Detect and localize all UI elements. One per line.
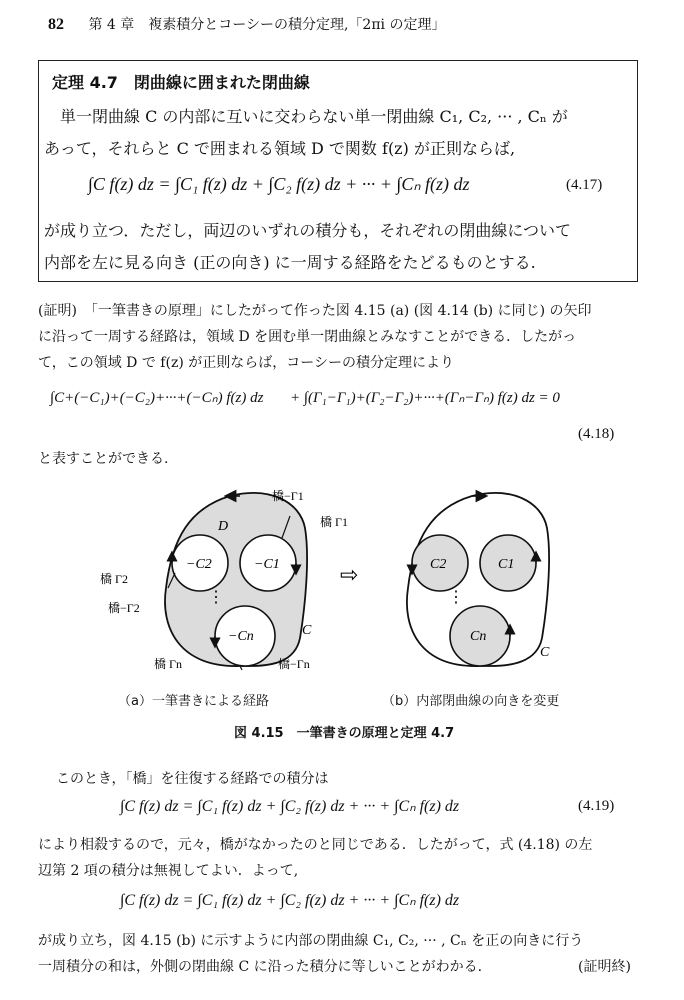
- dots-b: ⋮: [448, 589, 464, 606]
- theorem-equation: ∫C f(z) dz = ∫C₁ f(z) dz + ∫C₂ f(z) dz + ··· + ∫Cₙ f(z) dz: [88, 174, 470, 194]
- theorem-line-4: 内部を左に見る向き (正の向き) に一周する経路をたどるものとする.: [44, 253, 536, 272]
- proof-equation-part-2: + ∫(Γ₁−Γ₁)+(Γ₂−Γ₂)+···+(Γₙ−Γₙ) f(z) dz = 0: [290, 390, 560, 406]
- label-bridge-minus-g2: 橋−Γ2: [108, 601, 140, 615]
- label-bridge-minus-g1: 橋−Γ1: [272, 489, 304, 503]
- theorem-line-3: が成り立つ．ただし，両辺のいずれの積分も，それぞれの閉曲線について: [44, 221, 572, 240]
- dots-a: ⋮: [208, 589, 224, 606]
- after-line-2: により相殺するので，元々，橋がなかったのと同じである．したがって，式 (4.18) の左: [38, 837, 593, 853]
- after-eq-number: (4.19): [578, 798, 615, 814]
- theorem-eq-number: (4.17): [566, 177, 603, 193]
- theorem-line-1: 単一閉曲線 C の内部に互いに交わらない単一閉曲線 C₁, C₂, ··· , Cₙ が: [60, 107, 568, 126]
- theorem-line-2: あって，それらと C で囲まれる領域 D で関数 f(z) が正則ならば,: [44, 139, 516, 158]
- label-C-a: C: [302, 623, 312, 638]
- chapter-title: 第 4 章 複素積分とコーシーの積分定理,「2πi の定理」: [88, 17, 446, 33]
- label-minus-c1: −C1: [254, 557, 280, 572]
- proof-eq-number: (4.18): [578, 426, 615, 442]
- label-D: D: [218, 519, 229, 534]
- label-bridge-g1: 橋 Γ1: [320, 515, 348, 529]
- proof-line-1: (証明) 「一筆書きの原理」にしたがって作った図 4.15 (a) (図 4.14 (b) に同じ) の矢印: [38, 303, 592, 319]
- label-bridge-gn: 橋 Γn: [154, 657, 182, 671]
- page-number: 82: [48, 16, 64, 33]
- page-header: [48, 14, 445, 34]
- figure-4-15: [90, 478, 610, 708]
- after-equation-1: ∫C f(z) dz = ∫C₁ f(z) dz + ∫C₂ f(z) dz + ··· + ∫Cₙ f(z) dz: [120, 798, 460, 815]
- label-bridge-minus-gn: 橋−Γn: [278, 657, 310, 671]
- after-line-3: 辺第 2 項の積分は無視してよい．よって,: [38, 863, 299, 879]
- transform-arrow: ⇨: [340, 562, 359, 587]
- proof-line-3: て，この領域 D で f(z) が正則ならば，コーシーの積分定理により: [38, 355, 454, 371]
- after-line-4: が成り立ち，図 4.15 (b) に示すように内部の閉曲線 C₁, C₂, ··· , Cₙ を正の向きに行う: [38, 933, 584, 949]
- after-equation-2: ∫C f(z) dz = ∫C₁ f(z) dz + ∫C₂ f(z) dz + ··· + ∫Cₙ f(z) dz: [120, 892, 460, 909]
- label-minus-c2: −C2: [186, 557, 212, 572]
- label-minus-cn: −Cn: [228, 629, 254, 644]
- after-line-5: 一周積分の和は，外側の閉曲線 C に沿った積分に等しいことがわかる.: [38, 959, 483, 975]
- label-bridge-g2: 橋 Γ2: [100, 572, 128, 586]
- figure-caption: 図 4.15 一筆書きの原理と定理 4.7: [234, 726, 455, 741]
- label-C-b: C: [540, 645, 550, 660]
- label-C1-b: C1: [498, 557, 515, 572]
- label-Cn-b: Cn: [470, 629, 487, 644]
- theorem-box: [38, 60, 638, 282]
- proof-line-2: に沿って一周する経路は，領域 D を囲む単一閉曲線とみなすことができる．したがっ: [38, 329, 577, 345]
- qed: (証明終): [578, 959, 631, 975]
- caption-a: （a）一筆書きによる経路: [118, 694, 269, 709]
- caption-b: （b）内部閉曲線の向きを変更: [382, 694, 560, 709]
- label-C2-b: C2: [430, 557, 447, 572]
- theorem-title: 定理 4.7 閉曲線に囲まれた閉曲線: [52, 73, 310, 92]
- after-line-1: このとき，「橋」を往復する経路での積分は: [56, 771, 329, 787]
- proof-equation-part-1: ∫C+(−C₁)+(−C₂)+···+(−Cₙ) f(z) dz: [50, 390, 264, 406]
- proof-line-4: と表すことができる.: [38, 451, 169, 467]
